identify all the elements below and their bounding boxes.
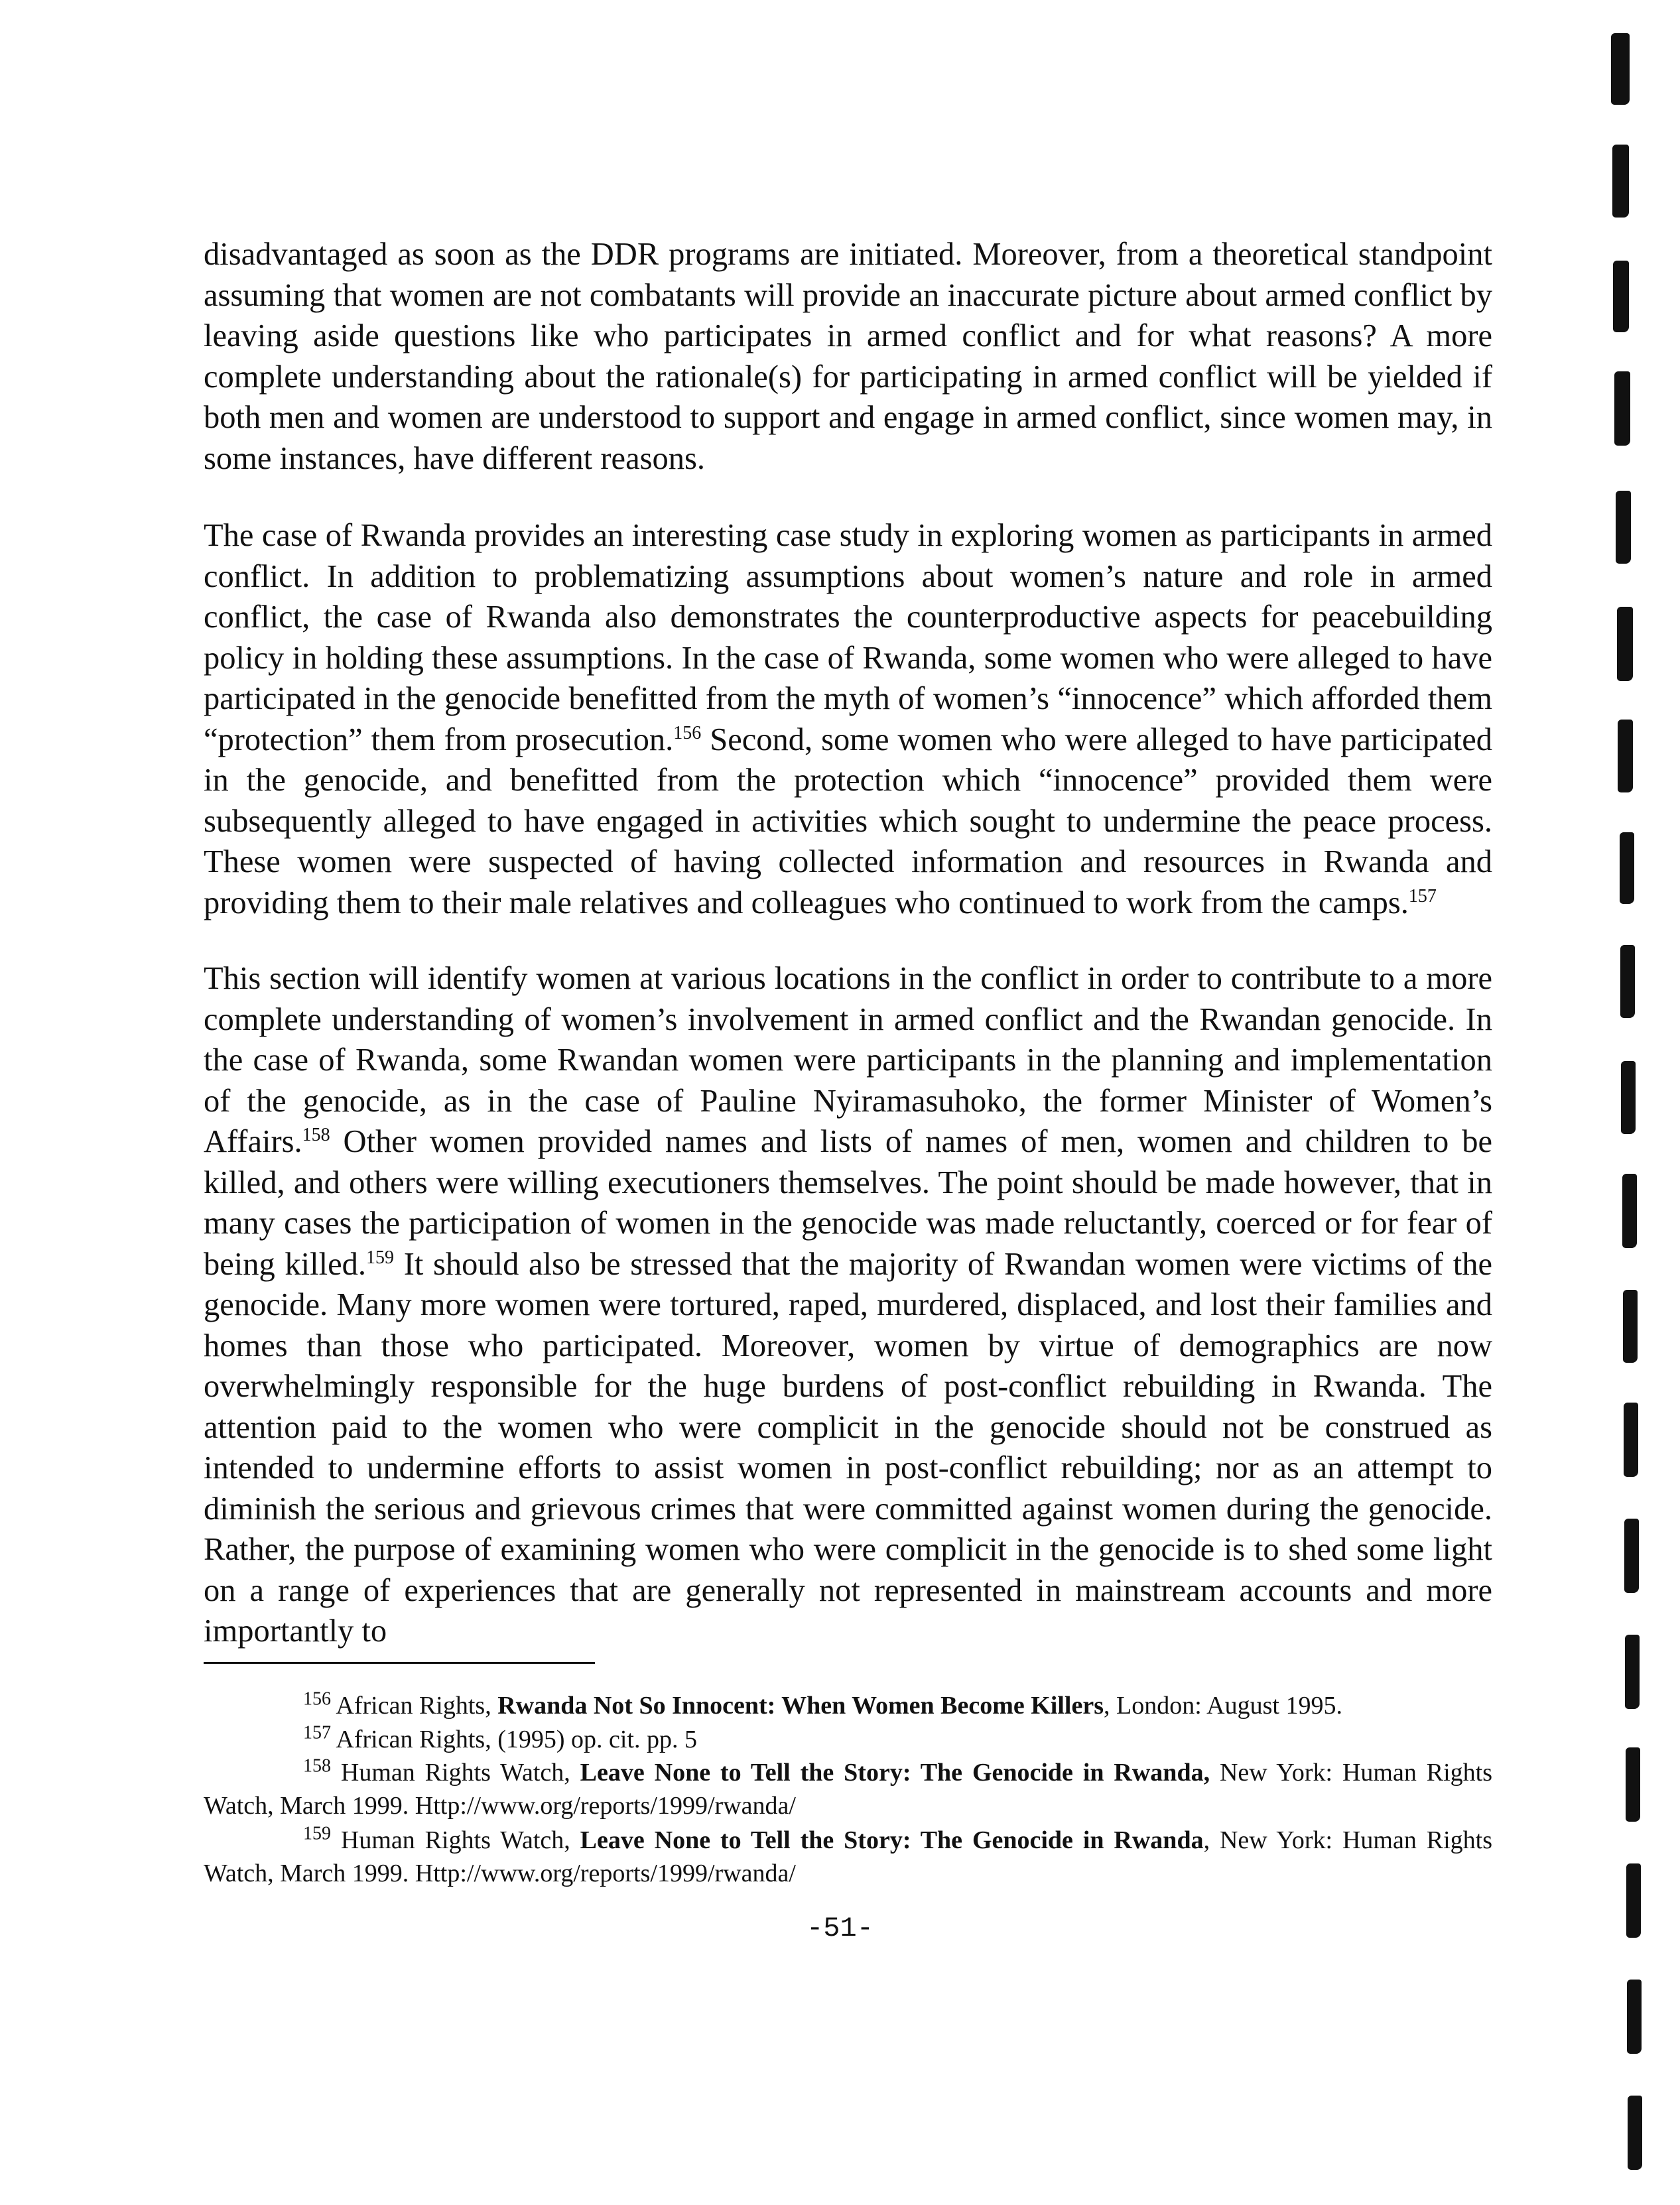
footnote-title: Rwanda Not So Innocent: When Women Become Killers	[497, 1692, 1104, 1720]
scan-edge-mark	[1614, 371, 1630, 446]
footnote-ref-157: 157	[1408, 885, 1437, 907]
footnote-text: African Rights, (1995) op. cit. pp. 5	[336, 1726, 697, 1753]
footnote-156	[204, 1689, 1492, 1722]
footnote-ref-156: 156	[673, 722, 702, 743]
footnote-text: , New York: Human Rights Watch, March 1999. Http://www.org/reports/1999/rwanda/	[204, 1826, 1492, 1887]
scan-edge-mark	[1624, 1403, 1638, 1477]
scan-edge-mark	[1622, 1174, 1637, 1248]
scan-edge-mark	[1627, 1980, 1642, 2054]
scan-edge-mark	[1616, 491, 1631, 564]
footnote-number: 159	[303, 1823, 331, 1844]
scan-edge-mark	[1628, 2096, 1642, 2170]
scan-edge-mark	[1621, 1061, 1636, 1134]
page-number: -51-	[807, 1913, 873, 1944]
paragraph-text: It should also be stressed that the majority of Rwandan women were victims of the genocide. Many more women were tortured, raped, murdered, displaced, and lost their families and homes than those who participated. Moreover, women by virtue of demographics are now overwhelmingly responsible for the huge burdens of post-conflict rebuilding in Rwanda. The attention paid to the women who were complicit in the genocide should not be construed as intended to undermine efforts to assist women in post-conflict rebuilding; nor as an attempt to diminish the serious and grievous crimes that were committed against women during the genocide. Rather, the purpose of examining women who were complicit in the genocide is to shed some light on a range of experiences that are generally not represented in mainstream accounts and more importantly to	[204, 1246, 1492, 1649]
scan-edge-mark	[1625, 1635, 1640, 1709]
scan-edge-mark	[1617, 607, 1633, 681]
footnote-number: 158	[303, 1755, 331, 1777]
footnote-159	[204, 1824, 1492, 1890]
footnote-ref-158: 158	[302, 1124, 330, 1145]
footnote-title: Leave None to Tell the Story: The Genocide in Rwanda	[580, 1826, 1204, 1854]
body-paragraph-3	[204, 958, 1492, 1652]
footnote-text: Human Rights Watch,	[340, 1826, 580, 1854]
footnote-separator	[204, 1662, 595, 1664]
paragraph-text: Other women provided names and lists of names of men, women and children to be killed, and others were willing executioners themselves. The point should be made however, that in many cases the participation of women in the genocide was made reluctantly, coerced or for fear of being killed.	[204, 1124, 1492, 1282]
scan-edge-mark	[1613, 261, 1629, 332]
footnote-number: 156	[303, 1688, 331, 1710]
footnote-text: New York: Human Rights Watch, March 1999. Http://www.org/reports/1999/rwanda/	[204, 1759, 1492, 1820]
footnote-ref-159: 159	[366, 1247, 395, 1268]
scan-edge-mark	[1626, 1863, 1641, 1938]
footnote-text: , London: August 1995.	[1103, 1692, 1342, 1720]
paragraph-text: This section will identify women at various locations in the conflict in order to contribute to a more complete understanding of women’s involvement in armed conflict and the Rwandan genocide. In the case of Rwanda, some Rwandan women were participants in the planning and implementation of the genocide, as in the case of Pauline Nyiramasuhoko, the former Minister of Women’s Affairs.	[204, 961, 1492, 1159]
body-paragraph-1: disadvantaged as soon as the DDR programs are initiated. Moreover, from a theoretical standpoint assuming that women are not combatants will provide an inaccurate picture about armed conflict by leaving aside questions like who participates in armed conflict and for what reasons? A more complete understanding about the rationale(s) for participating in armed conflict will be yielded if both men and women are understood to support and engage in armed conflict, since women may, in some instances, have different reasons.	[204, 237, 1492, 476]
footnote-title: Leave None to Tell the Story: The Genocide in Rwanda,	[580, 1759, 1210, 1787]
footnote-158	[204, 1756, 1492, 1822]
paragraph-text: Second, some women who were alleged to have participated in the genocide, and benefitted from the protection which “innocence” provided them were subsequently alleged to have engaged in activities which sought to undermine the peace process. These women were suspected of having collected information and resources in Rwanda and providing them to their male relatives and colleagues who continued to work from the camps.	[204, 722, 1492, 920]
footnote-text: Human Rights Watch,	[340, 1759, 580, 1787]
scan-edge-mark	[1624, 1519, 1639, 1593]
scan-edge-mark	[1626, 1747, 1640, 1822]
scan-edge-mark	[1623, 1290, 1638, 1363]
footnote-text: African Rights,	[336, 1692, 498, 1720]
body-paragraph-2	[204, 515, 1492, 923]
paragraph-text: The case of Rwanda provides an interesting case study in exploring women as participants in armed conflict. In addition to problematizing assumptions about women’s nature and role in armed conflict, the case of Rwanda also demonstrates the counterproductive aspects for peacebuilding policy in holding these assumptions. In the case of Rwanda, some women who were alleged to have participated in the genocide benefitted from the myth of women’s “innocence” which afforded them “protection” them from prosecution.	[204, 518, 1492, 757]
scan-edge-mark	[1620, 945, 1635, 1018]
scan-edge-mark	[1618, 720, 1633, 792]
scan-edge-mark	[1612, 145, 1629, 218]
scan-edge-mark	[1620, 832, 1634, 904]
scan-edge-mark	[1611, 33, 1630, 105]
footnote-number: 157	[303, 1722, 331, 1743]
footnote-157	[204, 1723, 1492, 1756]
